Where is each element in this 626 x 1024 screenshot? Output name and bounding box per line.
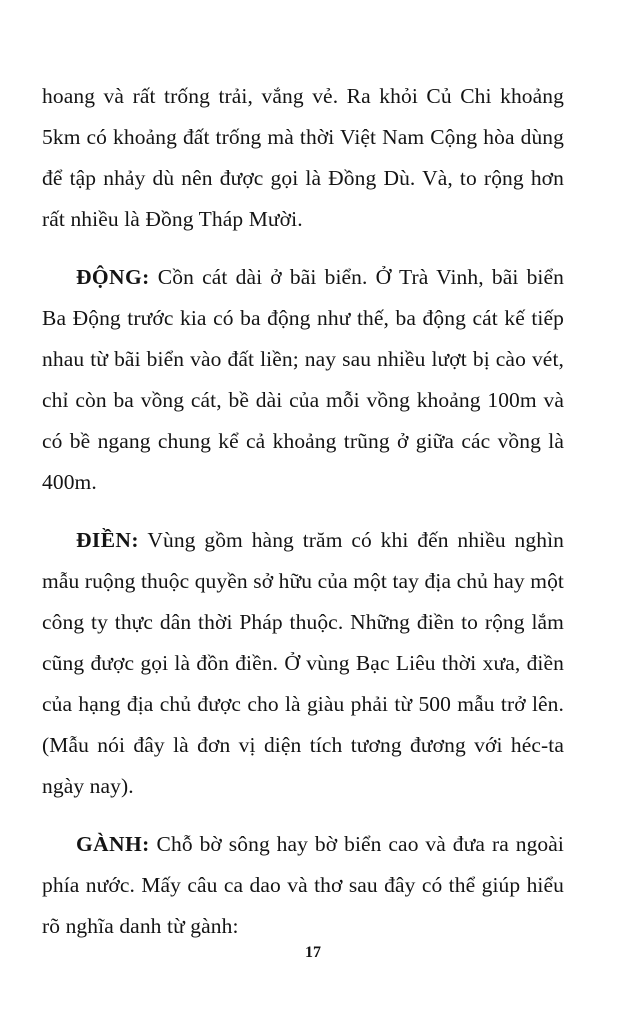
term-label: GÀNH:	[76, 832, 150, 856]
term-label: ĐỘNG:	[76, 265, 150, 289]
paragraph-text: Chỗ bờ sông hay bờ biển cao và đưa ra ngoài phía nước. Mấy câu ca dao và thơ sau đây có thể giúp hiểu rõ nghĩa danh từ gành:	[42, 832, 564, 938]
page-number: 17	[305, 944, 321, 961]
page-body	[42, 76, 564, 947]
paragraph-ganh	[42, 824, 564, 947]
paragraph-dien	[42, 520, 564, 807]
paragraph-dong	[42, 257, 564, 503]
paragraph-text: Vùng gồm hàng trăm có khi đến nhiều nghìn mẫu ruộng thuộc quyền sở hữu của một tay địa chủ hay một công ty thực dân thời Pháp thuộc. Những điền to rộng lắm cũng được gọi là đồn điền. Ở vùng Bạc Liêu thời xưa, điền của hạng địa chủ được cho là giàu phải từ 500 mẫu trở lên. (Mẫu nói đây là đơn vị diện tích tương đương với héc-ta ngày nay).	[42, 528, 564, 798]
paragraph-text: Cồn cát dài ở bãi biển. Ở Trà Vinh, bãi biển Ba Động trước kia có ba động như thế, ba động cát kế tiếp nhau từ bãi biển vào đất liền; nay sau nhiều lượt bị cào vét, chỉ còn ba vồng cát, bề dài của mỗi vồng khoảng 100m và có bề ngang chung kể cả khoảng trũng ở giữa các vồng là 400m.	[42, 265, 564, 494]
paragraph	[42, 76, 564, 240]
paragraph-text: hoang và rất trống trải, vắng vẻ. Ra khỏi Củ Chi khoảng 5km có khoảng đất trống mà thời Việt Nam Cộng hòa dùng để tập nhảy dù nên được gọi là Đồng Dù. Và, to rộng hơn rất nhiều là Đồng Tháp Mười.	[42, 84, 564, 231]
term-label: ĐIỀN:	[76, 528, 139, 552]
